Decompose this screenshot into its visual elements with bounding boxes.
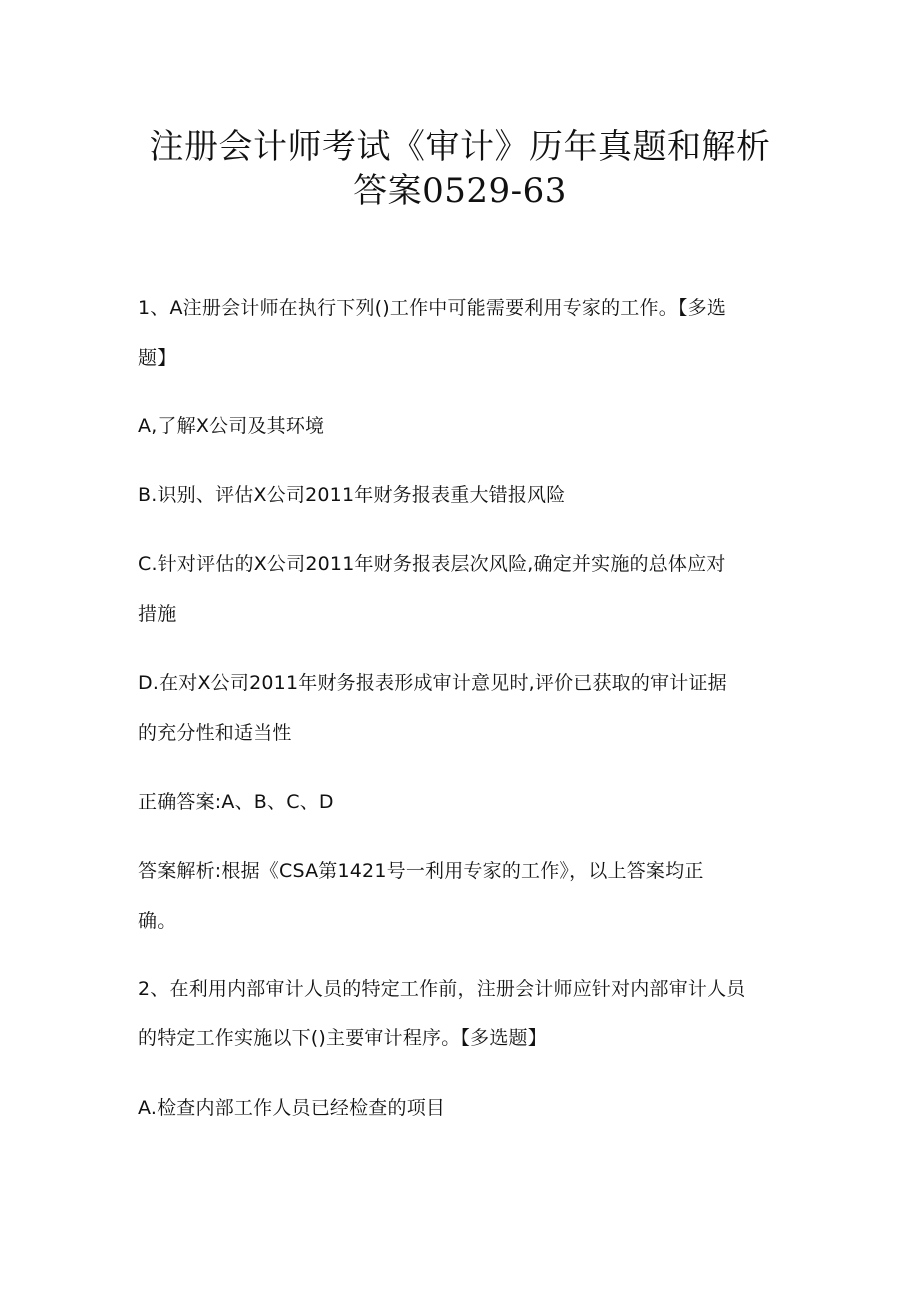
q1-option-d-line2: 的充分性和适当性	[138, 722, 292, 744]
document-title-line2: 答案0529-63	[353, 171, 567, 211]
q1-option-d-line1: D.在对X公司2011年财务报表形成审计意见时,评价已获取的审计证据	[138, 672, 727, 694]
q1-option-c-line1: C.针对评估的X公司2011年财务报表层次风险,确定并实施的总体应对	[138, 553, 726, 575]
q1-question-line1: 1、A注册会计师在执行下列()工作中可能需要利用专家的工作。【多选	[138, 297, 727, 319]
q1-option-c-line2: 措施	[138, 603, 177, 625]
document-title-line1: 注册会计师考试《审计》历年真题和解析	[149, 127, 771, 167]
q2-question-line1: 2、在利用内部审计人员的特定工作前，注册会计师应针对内部审计人员	[138, 978, 746, 1000]
q1-answer: 正确答案:A、B、C、D	[138, 791, 334, 813]
q1-analysis-line1: 答案解析:根据《CSA第1421号一利用专家的工作》，以上答案均正	[138, 860, 704, 882]
q1-option-a: A,了解X公司及其环境	[138, 415, 325, 437]
q2-question-line2: 的特定工作实施以下()主要审计程序。【多选题】	[138, 1027, 547, 1049]
q1-option-b: B.识别、评估X公司2011年财务报表重大错报风险	[138, 484, 566, 506]
q1-question-line2: 题】	[138, 347, 177, 369]
q2-option-a: A.检查内部工作人员已经检查的项目	[138, 1097, 446, 1119]
q1-analysis-line2: 确。	[138, 910, 177, 932]
